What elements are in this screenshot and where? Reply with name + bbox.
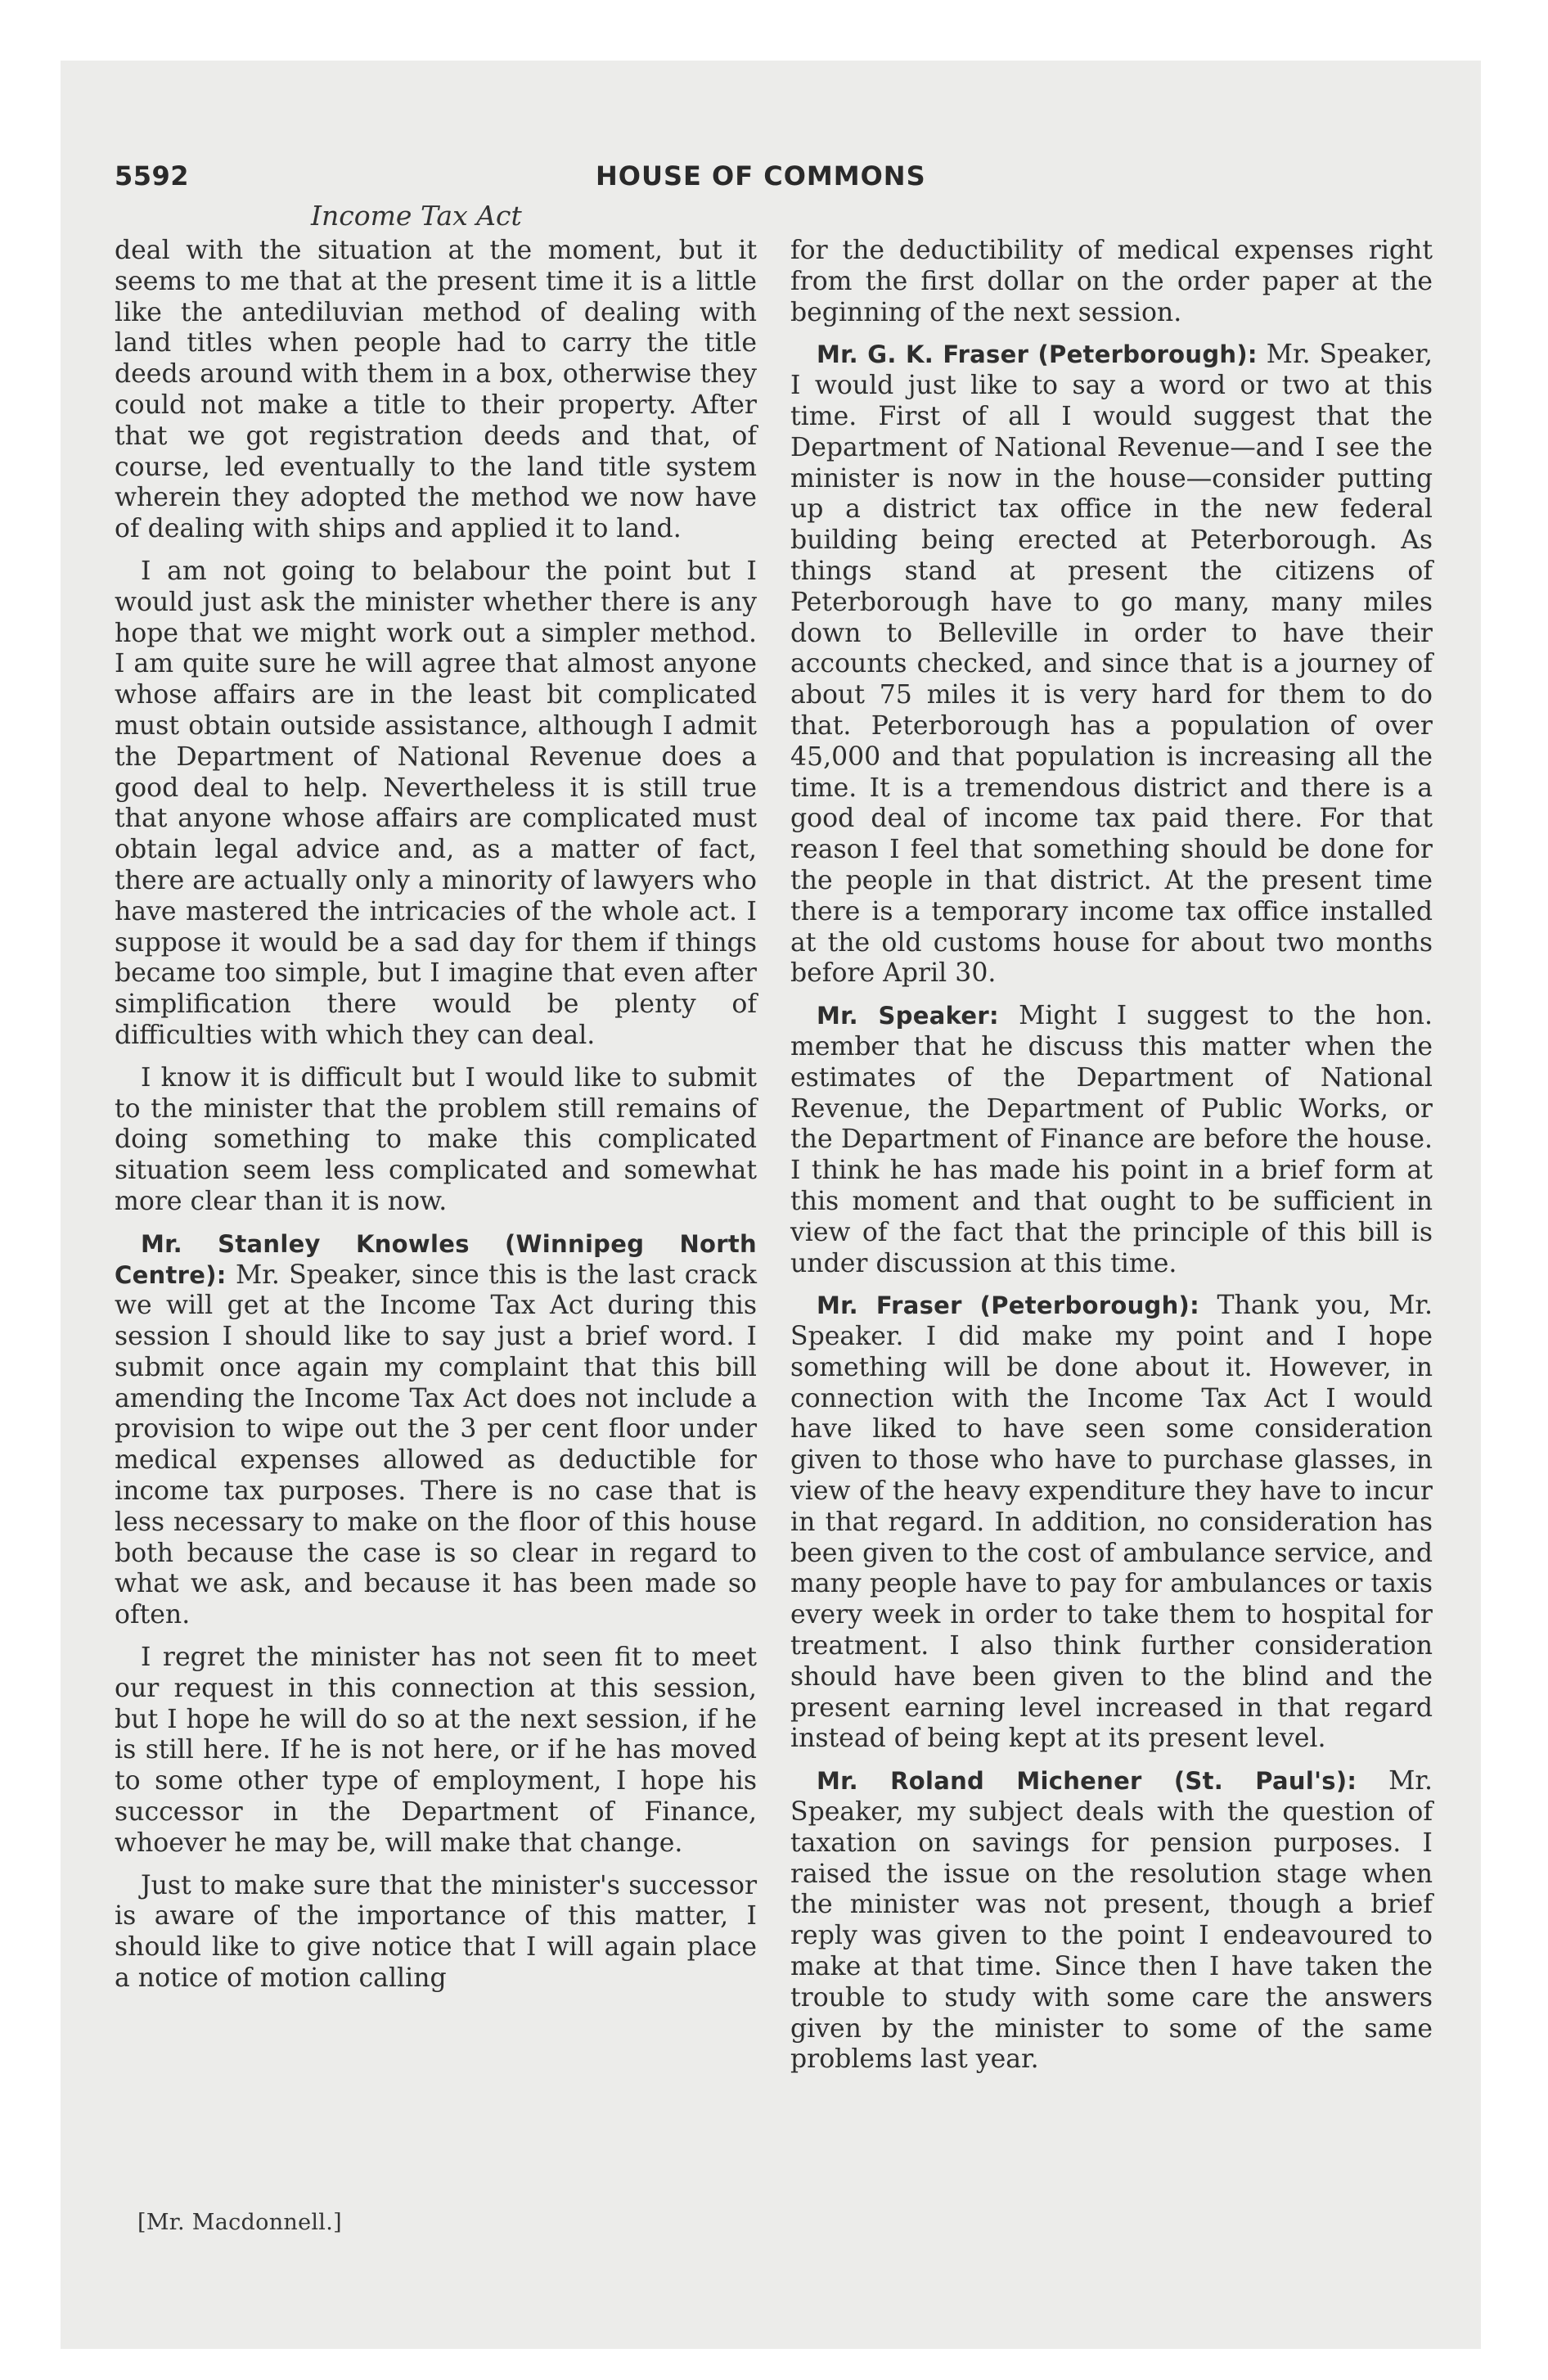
paragraph: deal with the situation at the moment, but it seems to me that at the present time it is a little like the antediluvian method of dealing with land titles when people had to carry the title deeds around with them in a box, otherwise they could not make a title to their property. After that we got registration deeds and that, of course, led eventually to the land title system wherein they adopted the method we now have of dealing with ships and applied it to land. <box>115 236 757 544</box>
speech-text: Mr. Speaker, I would just like to say a word or two at this time. First of all I would suggest that the Department of National Revenue—and I see the minister is now in the house—consider putting up a district tax office in the new federal building being erected at Peterborough. As things stand at present the citizens of Peterborough have to go many, many miles down to Belleville in order to have their accounts checked, and since that is a journey of about 75 miles it is very hard for them to do that. Peterborough has a population of over 45,000 and that population is increasing all the time. It is a tremendous district and there is a good deal of income tax paid there. For that reason I feel that something should be done for the people in that district. At the present time there is a temporary income tax office installed at the old customs house for about two months before April 30. <box>790 340 1433 989</box>
paragraph: I am not going to belabour the point but I would just ask the minister whether there is any hope that we might work out a simpler method. I am quite sure he will agree that almost anyone whose affairs are in the least bit complicated must obtain outside assistance, although I admit the Department of National Revenue does a good deal to help. Nevertheless it is still true that anyone whose affairs are complicated must obtain legal advice and, as a matter of fact, there are actually only a minority of lawyers who have mastered the intricacies of the whole act. I suppose it would be a sad day for them if things became too simple, but I imagine that even after simplification there would be plenty of difficulties with which they can deal. <box>115 556 757 1050</box>
speech-paragraph <box>115 1229 757 1631</box>
speaker-name: Mr. Roland Michener (St. Paul's): <box>817 1767 1357 1796</box>
speech-text: Mr. Speaker, since this is the last crack we will get at the Income Tax Act during this session I should like to say just a brief word. I submit once again my complaint that this bill amending the Income Tax Act does not include a provision to wipe out the 3 per cent floor under medical expenses allowed as deductible for income tax purposes. There is no case that is less necessary to make on the floor of this house both because the case is so clear in regard to what we ask, and because it has been made so often. <box>115 1260 757 1630</box>
paragraph: I know it is difficult but I would like to submit to the minister that the problem still remains of doing something to make this complicated situation seem less complicated and somewhat more clear than it is now. <box>115 1062 757 1216</box>
speech-text: Mr. Speaker, my subject deals with the question of taxation on savings for pension purposes. I raised the issue on the resolution stage when the minister was not present, though a brief reply was given to the point I endeavoured to make at that time. Since then I have taken the trouble to study with some care the answers given by the minister to some of the same problems last year. <box>790 1766 1433 2075</box>
page-number: 5592 <box>115 160 190 192</box>
speaker-name: Mr. G. K. Fraser (Peterborough): <box>817 340 1258 369</box>
section-title: Income Tax Act <box>311 200 522 232</box>
speech-paragraph <box>790 340 1433 989</box>
right-column <box>790 236 1433 2087</box>
speaker-name: Mr. Speaker: <box>817 1002 999 1030</box>
speech-text: Thank you, Mr. Speaker. I did make my point and I hope something will be done about it. However, in connection with the Income Tax Act I would have liked to have seen some consideration given to those who have to purchase glasses, in view of the heavy expenditure they have to incur in that regard. In addition, no consideration has been given to the cost of ambulance service, and many people have to pay for ambulances or taxis every week in order to take them to hospital for treatment. I also think further consideration should have been given to the blind and the present earning level increased in that regard instead of being kept at its present level. <box>790 1291 1433 1754</box>
running-head <box>115 160 1440 200</box>
speech-text: Might I suggest to the hon. member that he discuss this matter when the estimates of the Department of National Revenue, the Department of Public Works, or the Department of Finance are before the house. I think he has made his point in a brief form at this moment and that ought to be sufficient in view of the fact that the principle of this bill is under discussion at this time. <box>790 1001 1433 1278</box>
speech-paragraph <box>790 1291 1433 1755</box>
paragraph: for the deductibility of medical expenses right from the first dollar on the order paper at the beginning of the next session. <box>790 236 1433 327</box>
speech-paragraph <box>790 1766 1433 2076</box>
journal-title: HOUSE OF COMMONS <box>596 160 926 192</box>
speaker-name: Mr. Stanley Knowles (Winnipeg North Centre): <box>115 1229 757 1289</box>
paragraph: I regret the minister has not seen fit to meet our request in this connection at this session, but I hope he will do so at the next session, if he is still here. If he is not here, or if he has moved to some other type of employment, I hope his successor in the Department of Finance, whoever he may be, will make that change. <box>115 1643 757 1858</box>
speaker-name: Mr. Fraser (Peterborough): <box>817 1291 1199 1320</box>
footer-attribution: [Mr. Macdonnell.] <box>137 2210 342 2235</box>
paragraph: Just to make sure that the minister's successor is aware of the importance of this matter, I should like to give notice that I will again place a notice of motion calling <box>115 1870 757 1994</box>
speech-paragraph <box>790 1001 1433 1279</box>
left-column <box>115 236 757 2006</box>
